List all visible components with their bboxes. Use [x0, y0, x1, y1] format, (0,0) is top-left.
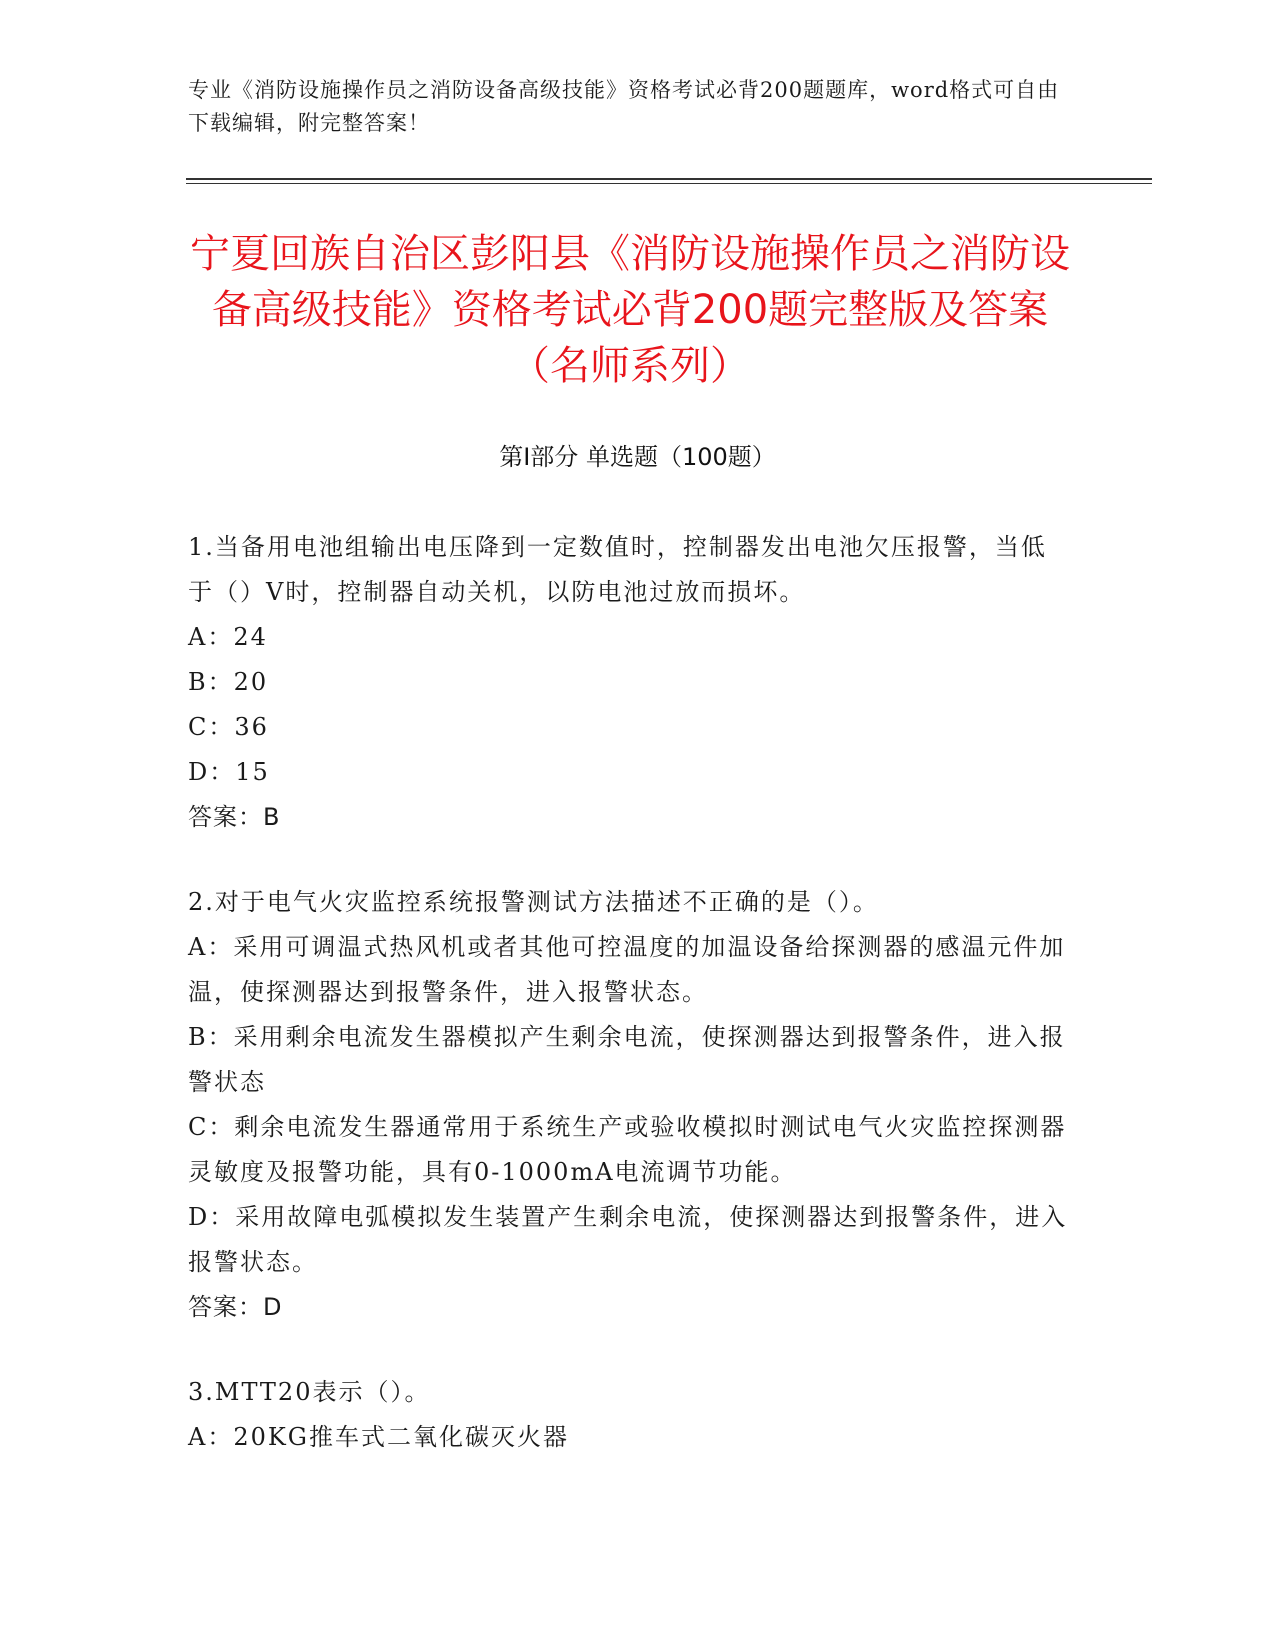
question-stem: 1.当备用电池组输出电压降到一定数值时，控制器发出电池欠压报警，当低于（）V时，控制器自动关机，以防电池过放而损坏。: [188, 533, 1047, 606]
question-stem: 3.MTT20表示（）。: [188, 1378, 431, 1406]
answer-label: 答案：D: [188, 1293, 283, 1321]
question-3: [188, 1370, 1068, 1460]
question-list: [188, 525, 1068, 1500]
option-d: D：采用故障电弧模拟发生装置产生剩余电流，使探测器达到报警条件，进入报警状态。: [188, 1203, 1068, 1276]
question-1: [188, 525, 1068, 840]
header-divider-thick: [186, 178, 1152, 180]
question-stem: 2.对于电气火灾监控系统报警测试方法描述不正确的是（）。: [188, 888, 879, 916]
option-a: A：20KG推车式二氧化碳灭火器: [188, 1423, 569, 1451]
option-b: B：采用剩余电流发生器模拟产生剩余电流，使探测器达到报警条件，进入报警状态: [188, 1023, 1066, 1096]
header-note: 专业《消防设施操作员之消防设备高级技能》资格考试必背200题题库，word格式可自由下载编辑，附完整答案！: [188, 78, 1060, 135]
option-d: D：15: [188, 758, 270, 786]
section-heading: 第I部分 单选题（100题）: [499, 443, 776, 471]
question-2: [188, 880, 1068, 1330]
header-divider-thin: [186, 183, 1152, 184]
option-b: B：20: [188, 668, 269, 696]
option-c: C：36: [188, 713, 269, 741]
document-title: 宁夏回族自治区彭阳县《消防设施操作员之消防设备高级技能》资格考试必背200题完整版及答案（名师系列）: [190, 231, 1070, 389]
answer-label: 答案：B: [188, 803, 281, 831]
option-a: A：24: [188, 623, 268, 651]
option-c: C：剩余电流发生器通常用于系统生产或验收模拟时测试电气火灾监控探测器灵敏度及报警功能，具有0-1000mA电流调节功能。: [188, 1113, 1067, 1186]
option-a: A：采用可调温式热风机或者其他可控温度的加温设备给探测器的感温元件加温，使探测器达到报警条件，进入报警状态。: [188, 933, 1066, 1006]
